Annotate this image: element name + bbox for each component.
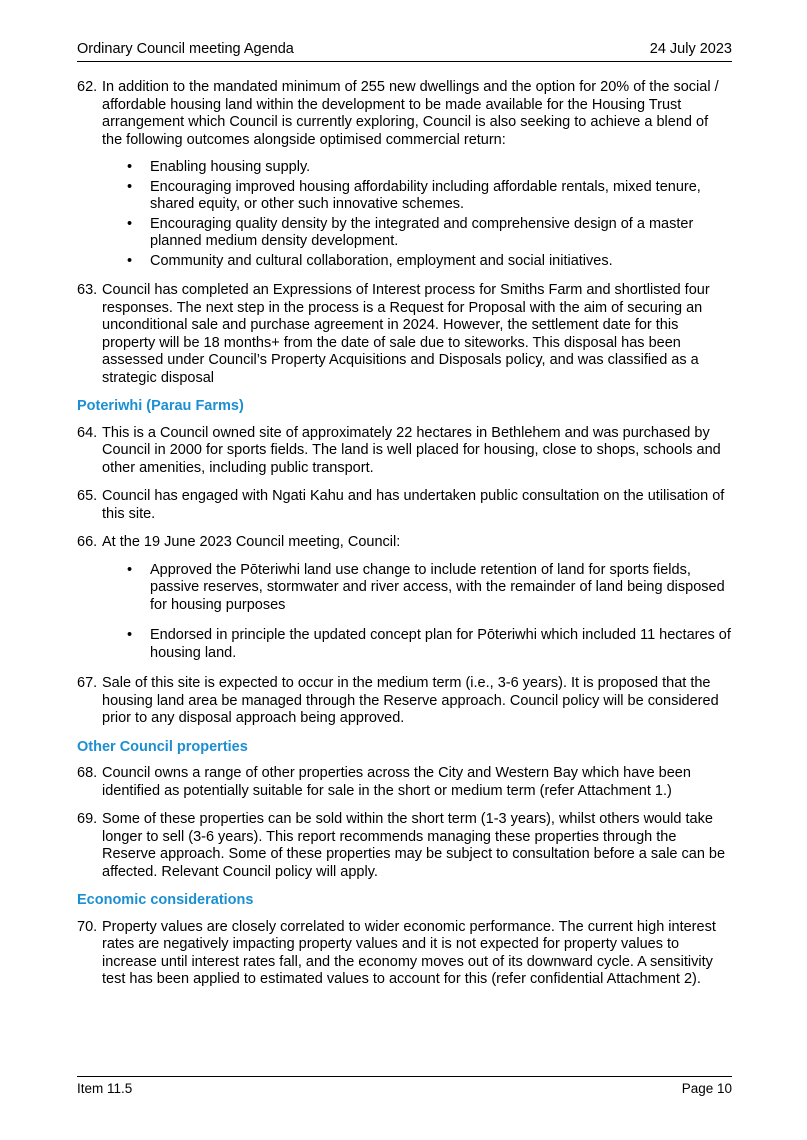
- paragraph-67: [77, 675, 732, 728]
- bullet-list: [102, 562, 732, 663]
- list-item-text: Encouraging improved housing affordability including affordable rentals, mixed tenure, shared equity, or other such innovative schemes.: [150, 178, 701, 212]
- list-item-text: Community and cultural collaboration, employment and social initiatives.: [150, 252, 613, 269]
- list-item-text: Approved the Pōteriwhi land use change to include retention of land for sports fields, passive reserves, stormwater and river access, with the remainder of land being disposed for housing purposes: [150, 561, 725, 613]
- list-item: [102, 253, 732, 271]
- section-heading-other-properties: Other Council properties: [77, 738, 248, 755]
- list-item: [102, 216, 732, 251]
- bullet-icon: •: [127, 178, 133, 195]
- page-header: [77, 40, 732, 62]
- paragraph-number: 65.: [77, 488, 98, 504]
- paragraph-text: At the 19 June 2023 Council meeting, Council:: [102, 534, 401, 550]
- paragraph-text: In addition to the mandated minimum of 255 new dwellings and the option for 20% of the social / affordable housing land within the development to be made available for the Housing Trust arrangement which Council is currently exploring, Council is also seeking to achieve a blend of the following outcomes alongside optimised commercial return:: [102, 79, 719, 148]
- bullet-icon: •: [127, 159, 133, 175]
- paragraph-70: [77, 919, 732, 989]
- paragraph-number: 69.: [77, 811, 98, 827]
- paragraph-text: Council owns a range of other properties across the City and Western Bay which have been identified as potentially suitable for sale in the short or medium term (refer Attachment 1.): [102, 765, 691, 799]
- list-item: [102, 627, 732, 662]
- list-item-text: Encouraging quality density by the integrated and comprehensive design of a master planned medium density development.: [150, 215, 694, 249]
- list-item-text: Enabling housing supply.: [150, 159, 311, 175]
- paragraph-64: [77, 425, 732, 478]
- paragraph-62: [77, 79, 732, 270]
- paragraph-text: This is a Council owned site of approximately 22 hectares in Bethlehem and was purchased by Council in 2000 for sports fields. The land is well placed for housing, close to shops, schools and other amenities, including public transport.: [102, 424, 721, 476]
- page-footer: [77, 1076, 732, 1099]
- header-title: Ordinary Council meeting Agenda: [77, 41, 294, 57]
- paragraph-63: [77, 282, 732, 387]
- list-item: [102, 159, 732, 177]
- paragraph-number: 68.: [77, 765, 98, 781]
- paragraph-text: Some of these properties can be sold within the short term (1-3 years), whilst others would take longer to sell (3-6 years). This report recommends managing these properties through the Reserve approach. Some of these properties may be subject to consultation before a sale can be affected. Relevant Council policy will apply.: [102, 811, 726, 880]
- header-date: 24 July 2023: [649, 41, 732, 57]
- paragraph-number: 62.: [77, 79, 98, 95]
- paragraph-number: 70.: [77, 918, 98, 935]
- list-item: [102, 562, 732, 615]
- footer-item-number: Item 11.5: [77, 1081, 133, 1096]
- paragraph-68: [77, 765, 732, 800]
- document-body: [77, 79, 732, 1000]
- paragraph-69: [77, 811, 732, 881]
- section-heading-economic: Economic considerations: [77, 892, 254, 908]
- bullet-icon: •: [127, 252, 133, 269]
- paragraph-text: Sale of this site is expected to occur in the medium term (i.e., 3-6 years). It is proposed that the housing land area be managed through the Reserve approach. Council policy will be considered prior to any disposal approach being approved.: [102, 675, 719, 726]
- list-item-text: Endorsed in principle the updated concept plan for Pōteriwhi which included 11 hectares of housing land.: [150, 627, 731, 661]
- paragraph-number: 63.: [77, 282, 98, 298]
- paragraph-number: 67.: [77, 675, 98, 691]
- paragraph-number: 64.: [77, 424, 98, 441]
- paragraph-65: [77, 488, 732, 523]
- bullet-list: [102, 159, 732, 270]
- bullet-icon: •: [127, 627, 133, 643]
- bullet-icon: •: [127, 561, 133, 578]
- section-heading-poteriwhi: Poteriwhi (Parau Farms): [77, 398, 244, 414]
- footer-page-number: Page 10: [681, 1081, 732, 1096]
- paragraph-text: Council has completed an Expressions of Interest process for Smiths Farm and shortlisted four responses. The next step in the process is a Request for Proposal with the aim of securing an unconditional sale and purchase agreement in 2024. However, the settlement date for this property will be 18 months+ from the date of sale due to siteworks. This disposal has been assessed under Council’s Property Acquisitions and Disposals policy, and was classified as a strategic disposal: [102, 282, 710, 386]
- paragraph-text: Property values are closely correlated to wider economic performance. The current high interest rates are negatively impacting property values and it is not expected for property values to increase until interest rates fall, and the economy moves out of its downward cycle. A sensitivity test has been applied to estimated values to account for this (refer confidential Attachment 2).: [102, 918, 716, 987]
- paragraph-text: Council has engaged with Ngati Kahu and has undertaken public consultation on the utilisation of this site.: [102, 488, 725, 522]
- paragraph-66: [77, 534, 732, 662]
- paragraph-number: 66.: [77, 534, 98, 550]
- list-item: [102, 179, 732, 214]
- bullet-icon: •: [127, 215, 133, 232]
